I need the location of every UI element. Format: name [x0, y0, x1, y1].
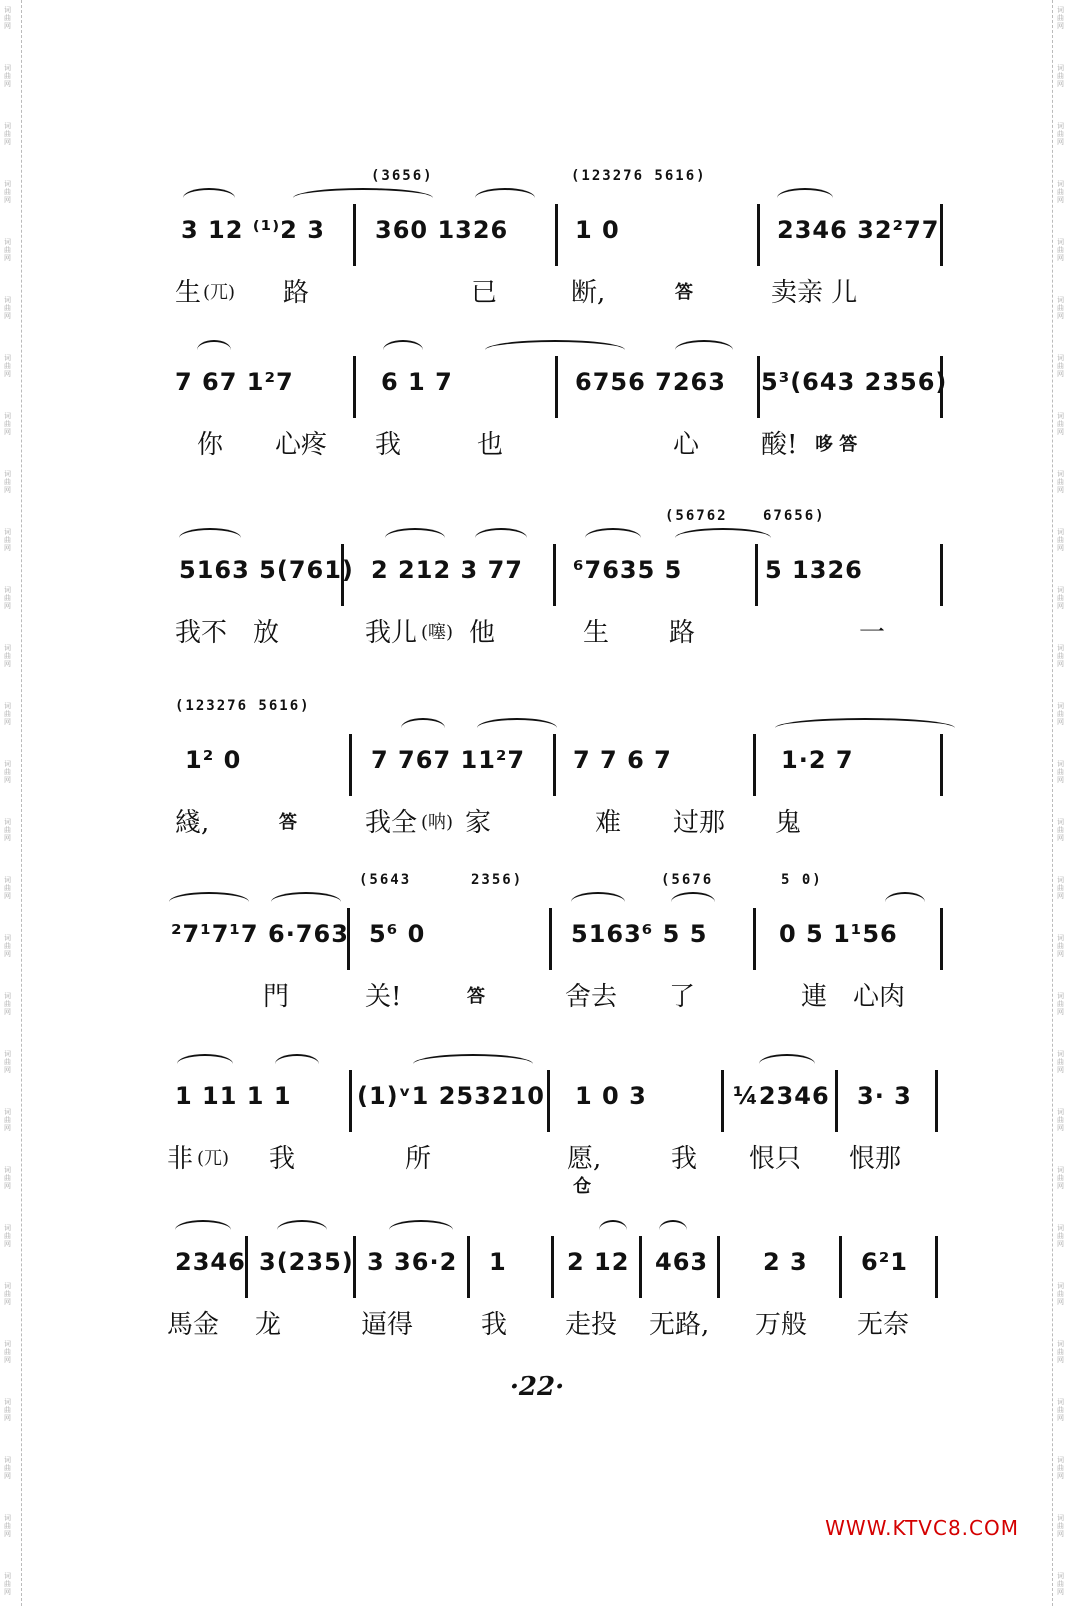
annotation: (56762: [665, 508, 728, 524]
lyric: 我全: [365, 808, 418, 838]
slur: [885, 892, 925, 912]
margin-stamp: 词曲网: [1057, 528, 1064, 552]
slur: [179, 528, 241, 548]
instrumental-annotations: [175, 168, 975, 194]
lyric: 卖亲 儿: [771, 278, 858, 308]
margin-stamp: 词曲网: [4, 760, 11, 784]
measure: 1 0: [575, 216, 620, 244]
lyric: 生: [583, 618, 610, 648]
measure: ¼2346: [733, 1082, 830, 1110]
lyric: (噻): [421, 622, 454, 643]
margin-stamp: 词曲网: [4, 1050, 11, 1074]
lyric: 你: [197, 430, 224, 460]
bar-line: [717, 1236, 720, 1298]
margin-stamp: 词曲网: [1057, 412, 1064, 436]
measure: 5³(643 2356): [761, 368, 948, 396]
annotation: (5676: [661, 872, 714, 888]
margin-stamp: 词曲网: [4, 818, 11, 842]
lyric: 万般: [755, 1310, 808, 1340]
margin-stamp: 词曲网: [4, 1224, 11, 1248]
lyric: 答: [467, 986, 485, 1007]
annotation: (123276 5616): [175, 698, 311, 714]
slur: [413, 1054, 533, 1074]
measure: 7 67 1²7: [175, 368, 294, 396]
margin-stamp: 词曲网: [4, 1572, 11, 1596]
margin-stamp: 词曲网: [4, 64, 11, 88]
lyric: 生: [175, 278, 202, 308]
margin-stamp: 词曲网: [1057, 1108, 1064, 1132]
margin-stamp: 词曲网: [1057, 992, 1064, 1016]
bar-line: [940, 734, 943, 796]
margin-stamp: 词曲网: [1057, 64, 1064, 88]
slur: [475, 188, 535, 208]
lyric: 无路,: [649, 1310, 710, 1340]
margin-stamp: 词曲网: [4, 470, 11, 494]
notation-line: [175, 1070, 975, 1126]
slur: [275, 1054, 319, 1074]
lyrics-line: [167, 1304, 975, 1344]
measure: 5 1326: [765, 556, 863, 584]
slur: [385, 528, 445, 548]
bar-line: [935, 1070, 938, 1132]
slur: [293, 188, 433, 208]
lyric: 走投: [565, 1310, 618, 1340]
annotation: (3656): [371, 168, 434, 184]
margin-stamp: 词曲网: [1057, 6, 1064, 30]
measure: 2346 32²77: [777, 216, 940, 244]
margin-stamp: 词曲网: [4, 238, 11, 262]
margin-stamp: 词曲网: [1057, 876, 1064, 900]
margin-stamp: 词曲网: [4, 528, 11, 552]
measure: 3(235): [259, 1248, 354, 1276]
measure: 6756 7263: [575, 368, 726, 396]
slur: [671, 892, 715, 912]
measure: 6 1 7: [381, 368, 453, 396]
lyric: 哆 答: [815, 434, 858, 455]
lyric: 龙: [255, 1310, 282, 1340]
lyric: 門: [263, 982, 290, 1012]
measure: ²7¹7¹7 6·763: [171, 920, 349, 948]
lyric: 路: [283, 278, 310, 308]
slur: [585, 528, 641, 548]
bar-line: [467, 1236, 470, 1298]
bar-line: [940, 544, 943, 606]
measure: 0 5 1¹56: [779, 920, 898, 948]
lyric: 心疼: [275, 430, 328, 460]
bar-line: [639, 1236, 642, 1298]
lyrics-line: [175, 976, 975, 1016]
instrumental-annotations: [175, 508, 975, 534]
slur: [475, 528, 527, 548]
margin-stamp: 词曲网: [4, 1456, 11, 1480]
measure: 1 0 3: [575, 1082, 647, 1110]
slur: [477, 718, 557, 738]
margin-stamp: 词曲网: [4, 644, 11, 668]
slur: [383, 340, 423, 360]
lyric: 鬼: [775, 808, 802, 838]
measure: 1 11 1 1: [175, 1082, 292, 1110]
lyric: (呐): [421, 812, 454, 833]
margin-stamp: 词曲网: [4, 1108, 11, 1132]
measure: 1² 0: [185, 746, 242, 774]
margin-stamp: 词曲网: [4, 6, 11, 30]
notation-line: [175, 544, 975, 600]
slur: [197, 340, 231, 360]
margin-stamp: 词曲网: [1057, 296, 1064, 320]
measure: 1·2 7: [781, 746, 854, 774]
bar-line: [555, 204, 558, 266]
measure: 2 3: [763, 1248, 808, 1276]
bar-line: [721, 1070, 724, 1132]
measure: 3· 3: [857, 1082, 912, 1110]
slur: [169, 892, 249, 912]
bar-line: [757, 356, 760, 418]
margin-stamp: 词曲网: [4, 586, 11, 610]
lyric: 我: [269, 1144, 296, 1174]
measure: ⁶7635 5: [573, 556, 683, 584]
measure: 2 212 3 77: [371, 556, 523, 584]
measure: 3 12 ⁽¹⁾2 3: [181, 216, 325, 244]
lyric: 非: [167, 1144, 194, 1174]
lyric: 也: [477, 430, 504, 460]
slur: [271, 892, 341, 912]
margin-stamp: 词曲网: [4, 1398, 11, 1422]
lyric: 断,: [571, 278, 606, 308]
bar-line: [755, 544, 758, 606]
bar-line: [349, 1070, 352, 1132]
lyric: 愿,: [567, 1144, 602, 1174]
slur: [775, 718, 955, 738]
bar-line: [547, 1070, 550, 1132]
lyrics-line: [175, 424, 975, 464]
lyric: 我儿: [365, 618, 418, 648]
margin-stamp: 词曲网: [1057, 934, 1064, 958]
margin-stamp: 词曲网: [4, 992, 11, 1016]
site-watermark: WWW.KTVC8.COM: [825, 1516, 1019, 1540]
slur: [175, 1220, 231, 1240]
bar-line: [553, 544, 556, 606]
bar-line: [940, 204, 943, 266]
lyric: 了: [669, 982, 696, 1012]
bar-line: [835, 1070, 838, 1132]
slur: [277, 1220, 327, 1240]
margin-stamp: 词曲网: [1057, 238, 1064, 262]
page-number: ·22·: [509, 1372, 565, 1402]
margin-stamp: 词曲网: [1057, 1572, 1064, 1596]
lyric: 酸!: [761, 430, 798, 460]
lyric: 答: [279, 812, 297, 833]
measure: 5163 5(761): [179, 556, 354, 584]
notation-line: [175, 356, 975, 412]
bar-line: [549, 908, 552, 970]
margin-stamp: 词曲网: [1057, 1456, 1064, 1480]
margin-stamp: 词曲网: [1057, 818, 1064, 842]
lyric: 家: [465, 808, 492, 838]
margin-stamp: 词曲网: [1057, 1224, 1064, 1248]
measure: 7 767 11²7: [371, 746, 526, 774]
lyric: (兀): [203, 282, 236, 303]
measure: 7 7 6 7: [573, 746, 672, 774]
slur: [759, 1054, 815, 1074]
margin-stamp: 词曲网: [4, 1166, 11, 1190]
margin-stamp: 词曲网: [1057, 1166, 1064, 1190]
measure: 5⁶ 0: [369, 920, 426, 948]
slur: [183, 188, 235, 208]
lyric: 所: [405, 1144, 432, 1174]
margin-stamp: 词曲网: [4, 354, 11, 378]
margin-stamp: 词曲网: [4, 1282, 11, 1306]
annotation: 5 0): [781, 872, 823, 888]
lyric: 难: [595, 808, 622, 838]
slur: [675, 528, 771, 548]
score-sheet: [167, 0, 975, 1606]
bar-line: [551, 1236, 554, 1298]
margin-stamp: 词曲网: [1057, 760, 1064, 784]
lyrics-line: [175, 612, 975, 652]
measure: 1: [489, 1248, 507, 1276]
margin-stamp: 词曲网: [4, 702, 11, 726]
measure: 2346: [175, 1248, 246, 1276]
notation-line: [175, 204, 975, 260]
margin-stamp: 词曲网: [1057, 702, 1064, 726]
lyric: 我: [671, 1144, 698, 1174]
lyric: 路: [669, 618, 696, 648]
lyric: 恨那: [849, 1144, 902, 1174]
slur: [659, 1220, 687, 1240]
slur: [401, 718, 445, 738]
margin-stamp: 词曲网: [4, 412, 11, 436]
lyric: 答: [675, 282, 693, 303]
slur: [675, 340, 733, 360]
notation-line: [171, 908, 975, 964]
bar-line: [553, 734, 556, 796]
lyric: (兀): [197, 1148, 230, 1169]
lyric: 无奈: [857, 1310, 910, 1340]
annotation: 2356): [471, 872, 524, 888]
bar-line: [353, 204, 356, 266]
annotation: (5643: [359, 872, 412, 888]
lyric: 馬金: [167, 1310, 220, 1340]
lyric: 放: [253, 618, 280, 648]
measure: 2 12: [567, 1248, 630, 1276]
lyric: 我: [375, 430, 402, 460]
margin-stamp: 词曲网: [1057, 644, 1064, 668]
slur: [485, 340, 625, 360]
margin-stamp: 词曲网: [1057, 354, 1064, 378]
notation-line: [175, 734, 975, 790]
slur: [777, 188, 833, 208]
measure: 463: [655, 1248, 709, 1276]
margin-stamp: 词曲网: [4, 876, 11, 900]
margin-stamp: 词曲网: [4, 1340, 11, 1364]
right-margin-strip: [1052, 0, 1074, 1606]
margin-stamp: 词曲网: [4, 296, 11, 320]
lyric: 我: [481, 1310, 508, 1340]
lyrics-line: [175, 802, 975, 842]
bar-line: [753, 908, 756, 970]
lyrics-line: [175, 272, 975, 312]
lyric: 我不: [175, 618, 228, 648]
measure: 3 36·2: [367, 1248, 458, 1276]
lyric: 关!: [365, 982, 402, 1012]
margin-stamp: 词曲网: [4, 934, 11, 958]
measure: (1)ᵛ1 253210: [357, 1082, 545, 1110]
lyric: 逼得: [361, 1310, 414, 1340]
lyric: 恨只: [749, 1144, 802, 1174]
margin-stamp: 词曲网: [1057, 180, 1064, 204]
notation-line: [175, 1236, 975, 1292]
left-margin-strip: [0, 0, 22, 1606]
lyric: 已: [471, 278, 498, 308]
margin-stamp: 词曲网: [1057, 1514, 1064, 1538]
margin-stamp: 词曲网: [4, 122, 11, 146]
margin-stamp: 词曲网: [4, 1514, 11, 1538]
margin-stamp: 词曲网: [4, 180, 11, 204]
measure: 6²1: [861, 1248, 908, 1276]
lyric: 心: [673, 430, 700, 460]
margin-stamp: 词曲网: [1057, 1340, 1064, 1364]
lyrics-line: [167, 1138, 975, 1197]
bar-line: [353, 356, 356, 418]
lyric: 仓: [573, 1176, 591, 1197]
slur: [177, 1054, 233, 1074]
lyric: 連: [801, 982, 828, 1012]
margin-stamp: 词曲网: [1057, 470, 1064, 494]
lyric: 綫,: [175, 808, 210, 838]
measure: 5163⁶ 5 5: [571, 920, 708, 948]
slur: [571, 892, 625, 912]
measure: 360 1326: [375, 216, 509, 244]
bar-line: [935, 1236, 938, 1298]
bar-line: [753, 734, 756, 796]
slur: [389, 1220, 453, 1240]
margin-stamp: 词曲网: [1057, 1398, 1064, 1422]
margin-stamp: 词曲网: [1057, 1282, 1064, 1306]
lyric: 他: [469, 618, 496, 648]
lyric: 过那: [673, 808, 726, 838]
margin-stamp: 词曲网: [1057, 122, 1064, 146]
bar-line: [839, 1236, 842, 1298]
annotation: (123276 5616): [571, 168, 707, 184]
lyric: 舍去: [565, 982, 618, 1012]
slur: [599, 1220, 627, 1240]
bar-line: [940, 908, 943, 970]
lyric: 一: [859, 618, 886, 648]
annotation: 67656): [763, 508, 826, 524]
margin-stamp: 词曲网: [1057, 1050, 1064, 1074]
margin-stamp: 词曲网: [1057, 586, 1064, 610]
bar-line: [555, 356, 558, 418]
bar-line: [349, 734, 352, 796]
bar-line: [757, 204, 760, 266]
lyric: 心肉: [853, 982, 906, 1012]
